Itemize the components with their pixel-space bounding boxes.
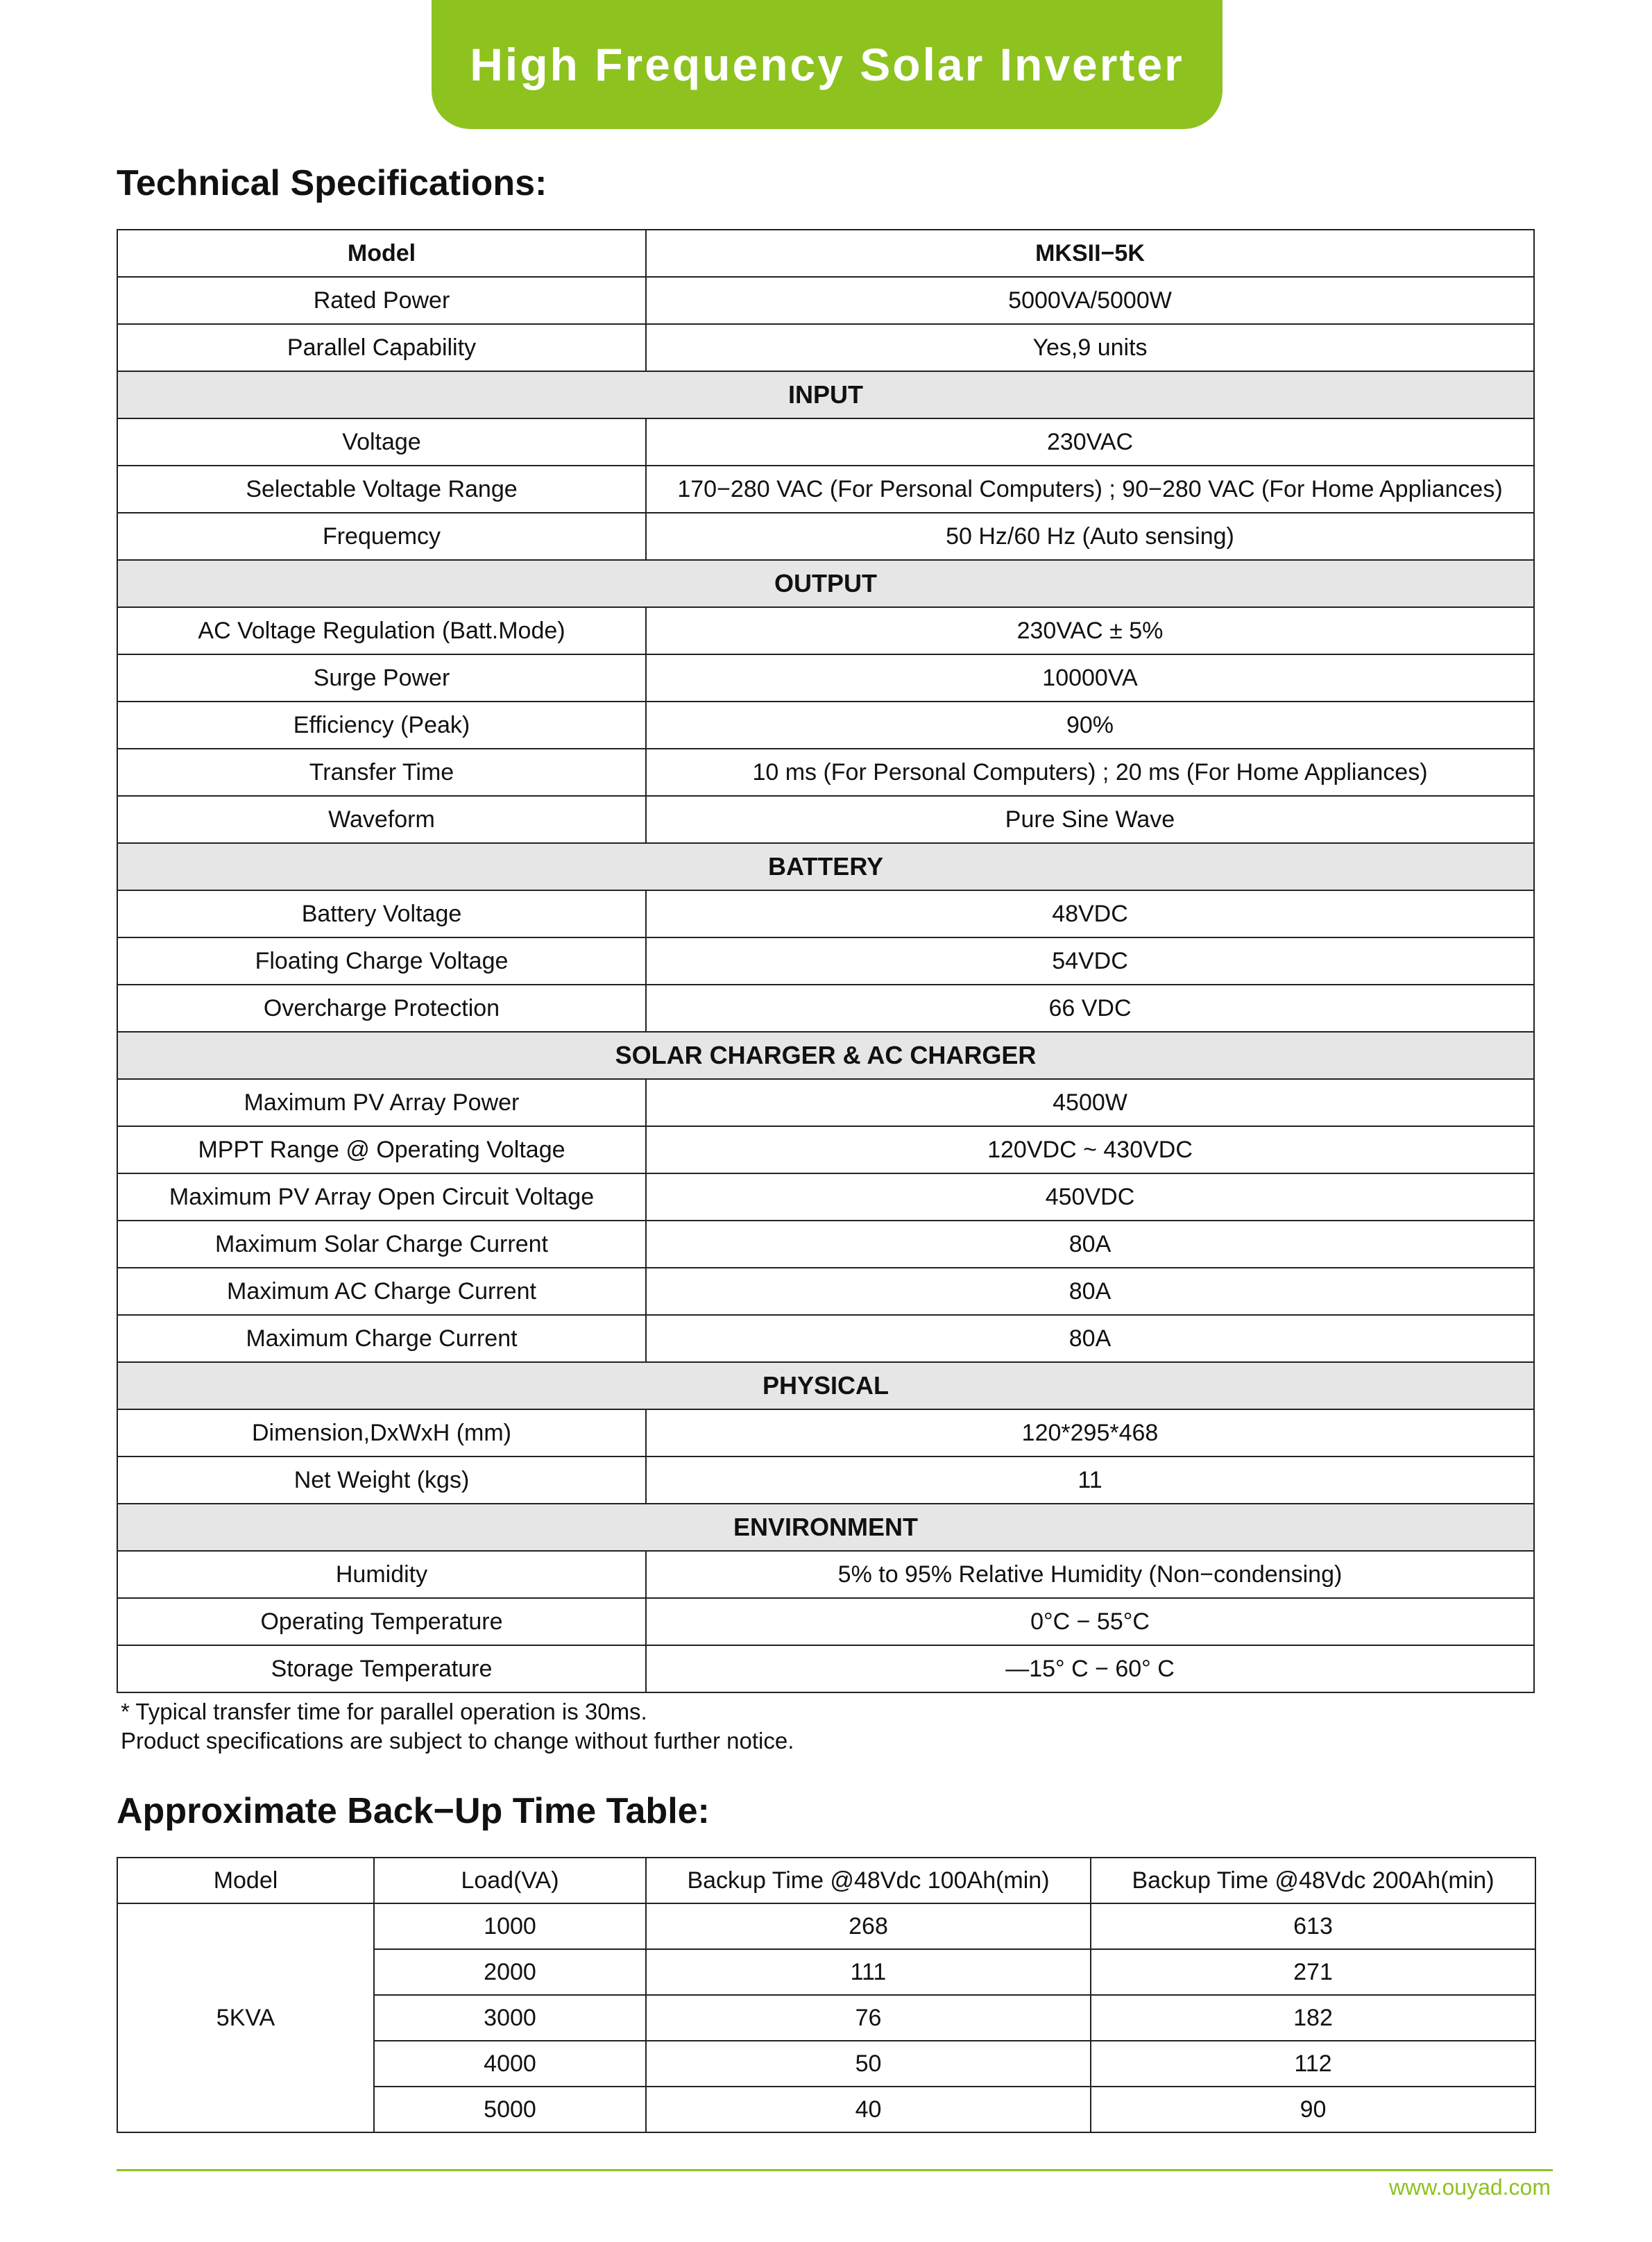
spec-param: Maximum PV Array Power: [117, 1079, 646, 1126]
spec-row: [117, 1268, 1534, 1315]
spec-value: 230VAC ± 5%: [646, 607, 1534, 654]
header-load: Load(VA): [374, 1858, 646, 1903]
spec-row: [117, 466, 1534, 513]
spec-value: MKSII−5K: [646, 230, 1534, 277]
spec-value: 80A: [646, 1221, 1534, 1268]
load-cell: 5000: [374, 2087, 646, 2132]
spec-param: Net Weight (kgs): [117, 1457, 646, 1504]
load-cell: 2000: [374, 1949, 646, 1995]
section-title: INPUT: [117, 371, 1534, 418]
header-model: Model: [117, 1858, 374, 1903]
spec-param: MPPT Range @ Operating Voltage: [117, 1126, 646, 1173]
spec-header-row: [117, 230, 1534, 277]
backup-200ah-cell: 182: [1091, 1995, 1535, 2041]
spec-param: Humidity: [117, 1551, 646, 1598]
load-cell: 3000: [374, 1995, 646, 2041]
spec-value: Yes,9 units: [646, 324, 1534, 371]
spec-param: Waveform: [117, 796, 646, 843]
spec-value: 0°C − 55°C: [646, 1598, 1534, 1645]
spec-param: Maximum PV Array Open Circuit Voltage: [117, 1173, 646, 1221]
spec-row: [117, 1409, 1534, 1457]
backup-100ah-cell: 111: [646, 1949, 1091, 1995]
backup-200ah-cell: 90: [1091, 2087, 1535, 2132]
spec-value: 5000VA/5000W: [646, 277, 1534, 324]
backup-header-row: [117, 1858, 1535, 1903]
section-row-charger: [117, 1032, 1534, 1079]
spec-value: 66 VDC: [646, 985, 1534, 1032]
technical-specifications-heading: Technical Specifications:: [117, 163, 547, 203]
section-row-physical: [117, 1362, 1534, 1409]
footnote-transfer-time: * Typical transfer time for parallel operation is 30ms.: [121, 1699, 647, 1724]
backup-time-heading: Approximate Back−Up Time Table:: [117, 1791, 710, 1831]
footer-website-link[interactable]: www.ouyad.com: [1389, 2175, 1551, 2200]
spec-row: [117, 1221, 1534, 1268]
spec-param: Maximum Charge Current: [117, 1315, 646, 1362]
spec-param: Voltage: [117, 418, 646, 466]
spec-value: —15° C − 60° C: [646, 1645, 1534, 1692]
spec-row: [117, 796, 1534, 843]
spec-row: [117, 654, 1534, 702]
backup-100ah-cell: 50: [646, 2041, 1091, 2087]
backup-200ah-cell: 112: [1091, 2041, 1535, 2087]
title-banner: [432, 0, 1223, 129]
spec-param: Floating Charge Voltage: [117, 937, 646, 985]
spec-param: Dimension,DxWxH (mm): [117, 1409, 646, 1457]
spec-param: Storage Temperature: [117, 1645, 646, 1692]
spec-table: [117, 229, 1535, 1693]
section-title: PHYSICAL: [117, 1362, 1534, 1409]
spec-row: [117, 1173, 1534, 1221]
spec-value: 80A: [646, 1315, 1534, 1362]
section-title: ENVIRONMENT: [117, 1504, 1534, 1551]
spec-value: 10 ms (For Personal Computers) ; 20 ms (For Home Appliances): [646, 749, 1534, 796]
spec-param: Rated Power: [117, 277, 646, 324]
spec-row: [117, 607, 1534, 654]
spec-value: 90%: [646, 702, 1534, 749]
spec-param: Model: [117, 230, 646, 277]
spec-value: 80A: [646, 1268, 1534, 1315]
spec-row: [117, 890, 1534, 937]
spec-value: 11: [646, 1457, 1534, 1504]
section-title: BATTERY: [117, 843, 1534, 890]
spec-param: Surge Power: [117, 654, 646, 702]
section-title: SOLAR CHARGER & AC CHARGER: [117, 1032, 1534, 1079]
backup-200ah-cell: 613: [1091, 1903, 1535, 1949]
spec-param: Operating Temperature: [117, 1598, 646, 1645]
load-cell: 4000: [374, 2041, 646, 2087]
spec-param: Maximum AC Charge Current: [117, 1268, 646, 1315]
spec-row: [117, 937, 1534, 985]
spec-row: [117, 1457, 1534, 1504]
spec-row: [117, 985, 1534, 1032]
spec-row: [117, 513, 1534, 560]
spec-param: Maximum Solar Charge Current: [117, 1221, 646, 1268]
spec-value: 170−280 VAC (For Personal Computers) ; 90−280 VAC (For Home Appliances): [646, 466, 1534, 513]
section-row-environment: [117, 1504, 1534, 1551]
header-backup-100ah: Backup Time @48Vdc 100Ah(min): [646, 1858, 1091, 1903]
footnotes: [121, 1697, 794, 1756]
spec-param: Selectable Voltage Range: [117, 466, 646, 513]
spec-param: Overcharge Protection: [117, 985, 646, 1032]
spec-param: Transfer Time: [117, 749, 646, 796]
backup-100ah-cell: 268: [646, 1903, 1091, 1949]
load-cell: 1000: [374, 1903, 646, 1949]
backup-row: [117, 1903, 1535, 1949]
section-row-output: [117, 560, 1534, 607]
spec-row: [117, 1598, 1534, 1645]
spec-row: [117, 324, 1534, 371]
spec-row: [117, 1315, 1534, 1362]
spec-value: 120*295*468: [646, 1409, 1534, 1457]
spec-value: 450VDC: [646, 1173, 1534, 1221]
spec-row: [117, 1645, 1534, 1692]
spec-value: 4500W: [646, 1079, 1534, 1126]
spec-param: Parallel Capability: [117, 324, 646, 371]
spec-value: 50 Hz/60 Hz (Auto sensing): [646, 513, 1534, 560]
section-row-input: [117, 371, 1534, 418]
backup-100ah-cell: 40: [646, 2087, 1091, 2132]
backup-100ah-cell: 76: [646, 1995, 1091, 2041]
spec-row: [117, 702, 1534, 749]
spec-row: [117, 1079, 1534, 1126]
spec-param: AC Voltage Regulation (Batt.Mode): [117, 607, 646, 654]
banner-title: High Frequency Solar Inverter: [470, 39, 1184, 90]
spec-value: 230VAC: [646, 418, 1534, 466]
spec-value: Pure Sine Wave: [646, 796, 1534, 843]
spec-param: Battery Voltage: [117, 890, 646, 937]
spec-row: [117, 749, 1534, 796]
spec-row: [117, 277, 1534, 324]
spec-value: 120VDC ~ 430VDC: [646, 1126, 1534, 1173]
spec-value: 48VDC: [646, 890, 1534, 937]
spec-value: 5% to 95% Relative Humidity (Non−condensing): [646, 1551, 1534, 1598]
header-backup-200ah: Backup Time @48Vdc 200Ah(min): [1091, 1858, 1535, 1903]
section-row-battery: [117, 843, 1534, 890]
spec-value: 54VDC: [646, 937, 1534, 985]
model-cell: 5KVA: [117, 1903, 374, 2132]
footnote-disclaimer: Product specifications are subject to change without further notice.: [121, 1728, 794, 1753]
section-title: OUTPUT: [117, 560, 1534, 607]
spec-row: [117, 1551, 1534, 1598]
spec-param: Efficiency (Peak): [117, 702, 646, 749]
footer-divider: [117, 2169, 1553, 2171]
backup-table: [117, 1857, 1536, 2133]
backup-200ah-cell: 271: [1091, 1949, 1535, 1995]
spec-row: [117, 418, 1534, 466]
spec-value: 10000VA: [646, 654, 1534, 702]
spec-param: Frequemcy: [117, 513, 646, 560]
spec-row: [117, 1126, 1534, 1173]
